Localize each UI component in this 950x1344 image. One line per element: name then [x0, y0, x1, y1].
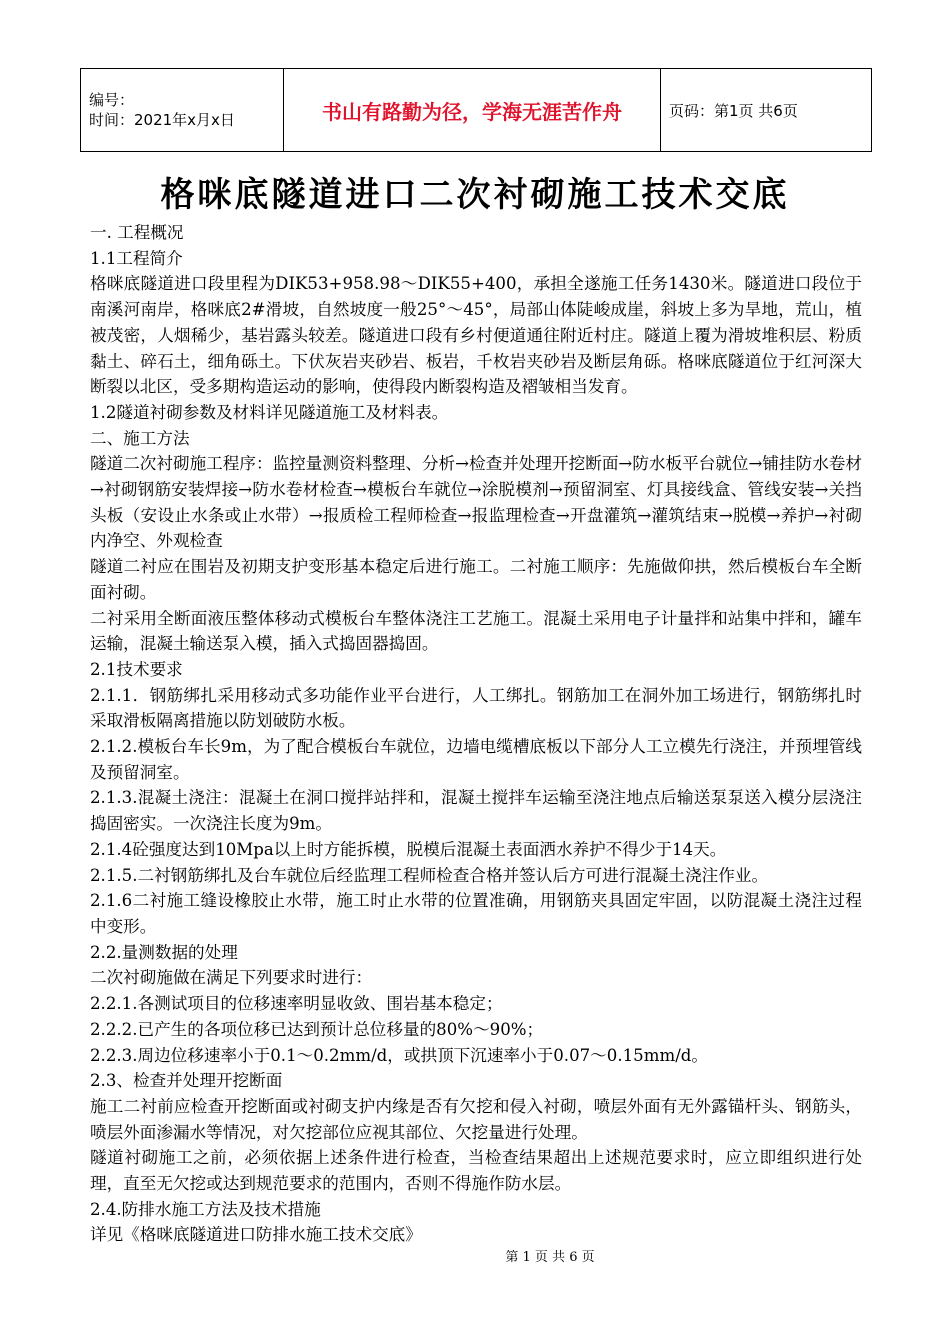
body-paragraph: 二次衬砌施做在满足下列要求时进行： [90, 968, 373, 988]
document-title: 格咪底隧道进口二次衬砌施工技术交底 [160, 175, 790, 215]
body-paragraph: 2.2.3.周边位移速率小于0.1～0.2mm/d，或拱顶下沉速率小于0.07～0.15mm/d。 [90, 1045, 709, 1065]
body-paragraph: 隧道衬砌施工之前，必须依据上述条件进行检查，当检查结果超出上述规范要求时，应立即组织进行处理，直至无欠挖或达到规范要求的范围内，否则不得施作防水层。 [90, 1148, 862, 1194]
body-paragraph: 2.1.2.模板台车长9m，为了配合模板台车就位，边墙电缆槽底板以下部分人工立模先行浇注，并预埋管线及预留洞室。 [90, 737, 862, 782]
page-footer: 第 1 页 共 6 页 [505, 1250, 595, 1265]
header-table [80, 68, 872, 152]
section-heading: 一. 工程概况 [90, 223, 184, 242]
body-paragraph: 详见《格咪底隧道进口防排水施工技术交底》 [90, 1225, 422, 1245]
body-paragraph: 2.1.4砼强度达到10Mpa以上时方能拆模，脱模后混凝土表面洒水养护不得少于14天。 [90, 839, 727, 859]
subsection-heading: 2.1技术要求 [90, 659, 183, 679]
body-paragraph: 施工二衬前应检查开挖断面或衬砌支护内缘是否有欠挖和侵入衬砌，喷层外面有无外露锚杆头、钢筋头，喷层外面渗漏水等情况，对欠挖部位应视其部位、欠挖量进行处理。 [90, 1096, 862, 1142]
section-heading: 二、施工方法 [90, 428, 190, 448]
body-paragraph: 2.1.5.二衬钢筋绑扎及台车就位后经监理工程师检查合格并签认后方可进行混凝土浇注作业。 [90, 865, 769, 885]
body-paragraph: 2.2.1.各测试项目的位移速率明显收敛、围岩基本稳定； [90, 994, 503, 1014]
body-paragraph: 2.1.1．钢筋绑扎采用移动式多功能作业平台进行，人工绑扎。钢筋加工在洞外加工场进行，钢筋绑扎时采取滑板隔离措施以防划破防水板。 [90, 685, 862, 731]
header-page-info: 页码：第1页 共6页 [661, 69, 872, 152]
body-paragraph: 2.2.2.已产生的各项位移已达到预计总位移量的80%～90%； [90, 1019, 544, 1039]
subsection-heading: 2.3、检查并处理开挖断面 [90, 1071, 283, 1091]
document-body [90, 220, 862, 1248]
subsection-heading: 2.2.量测数据的处理 [90, 942, 238, 962]
body-paragraph: 隧道二衬应在围岩及初期支护变形基本稳定后进行施工。二衬施工顺序：先施做仰拱，然后模板台车全断面衬砌。 [90, 557, 862, 602]
subsection-heading: 2.4.防排水施工方法及技术措施 [90, 1199, 321, 1219]
number-label: 编号： [89, 91, 135, 109]
body-paragraph: 二衬采用全断面液压整体移动式模板台车整体浇注工艺施工。混凝土采用电子计量拌和站集中拌和，罐车运输，混凝土输送泵入模，插入式捣固器捣固。 [90, 608, 862, 654]
body-paragraph: 隧道二次衬砌施工程序：监控量测资料整理、分析→检查并处理开挖断面→防水板平台就位→铺挂防水卷材→衬砌钢筋安装焊接→防水卷材检查→模板台车就位→涂脱模剂→预留洞室、灯具接线盒、管线安装→关挡头板（安设止水条或止水带）→报质检工程师检查→报监理检查→开盘灌筑→灌筑结束→脱模→养护→衬砌内净空、外观检查 [90, 454, 862, 551]
header-motto: 书山有路勤为径，学海无涯苦作舟 [284, 69, 661, 152]
body-paragraph: 格咪底隧道进口段里程为DIK53+958.98～DIK55+400，承担全遂施工任务1430米。隧道进口段位于南溪河南岸，格咪底2#滑坡，自然坡度一般25°～45°，局部山体陡峻成崖，斜坡上多为旱地，荒山，植被茂密，人烟稀少，基岩露头较差。隧道进口段有乡村便道通往附近村庄。隧道上覆为滑坡堆积层、粉质黏土、碎石土，细角砾土。下伏灰岩夹砂岩、板岩，千枚岩夹砂岩及断层角砾。格咪底隧道位于红河深大断裂以北区，受多期构造运动的影响，使得段内断裂构造及褶皱相当发育。 [90, 274, 862, 397]
body-paragraph: 2.1.6二衬施工缝设橡胶止水带，施工时止水带的位置准确，用钢筋夹具固定牢固，以防混凝土浇注过程中变形。 [90, 891, 862, 936]
header-meta [81, 69, 284, 152]
time-label: 时间：2021年x月x日 [89, 111, 235, 129]
body-paragraph: 1.2隧道衬砌参数及材料详见隧道施工及材料表。 [90, 402, 449, 422]
subsection-heading: 1.1工程简介 [90, 248, 183, 268]
body-paragraph: 2.1.3.混凝土浇注：混凝土在洞口搅拌站拌和，混凝土搅拌车运输至浇注地点后输送泵泵送入模分层浇注捣固密实。一次浇注长度为9m。 [90, 788, 862, 834]
